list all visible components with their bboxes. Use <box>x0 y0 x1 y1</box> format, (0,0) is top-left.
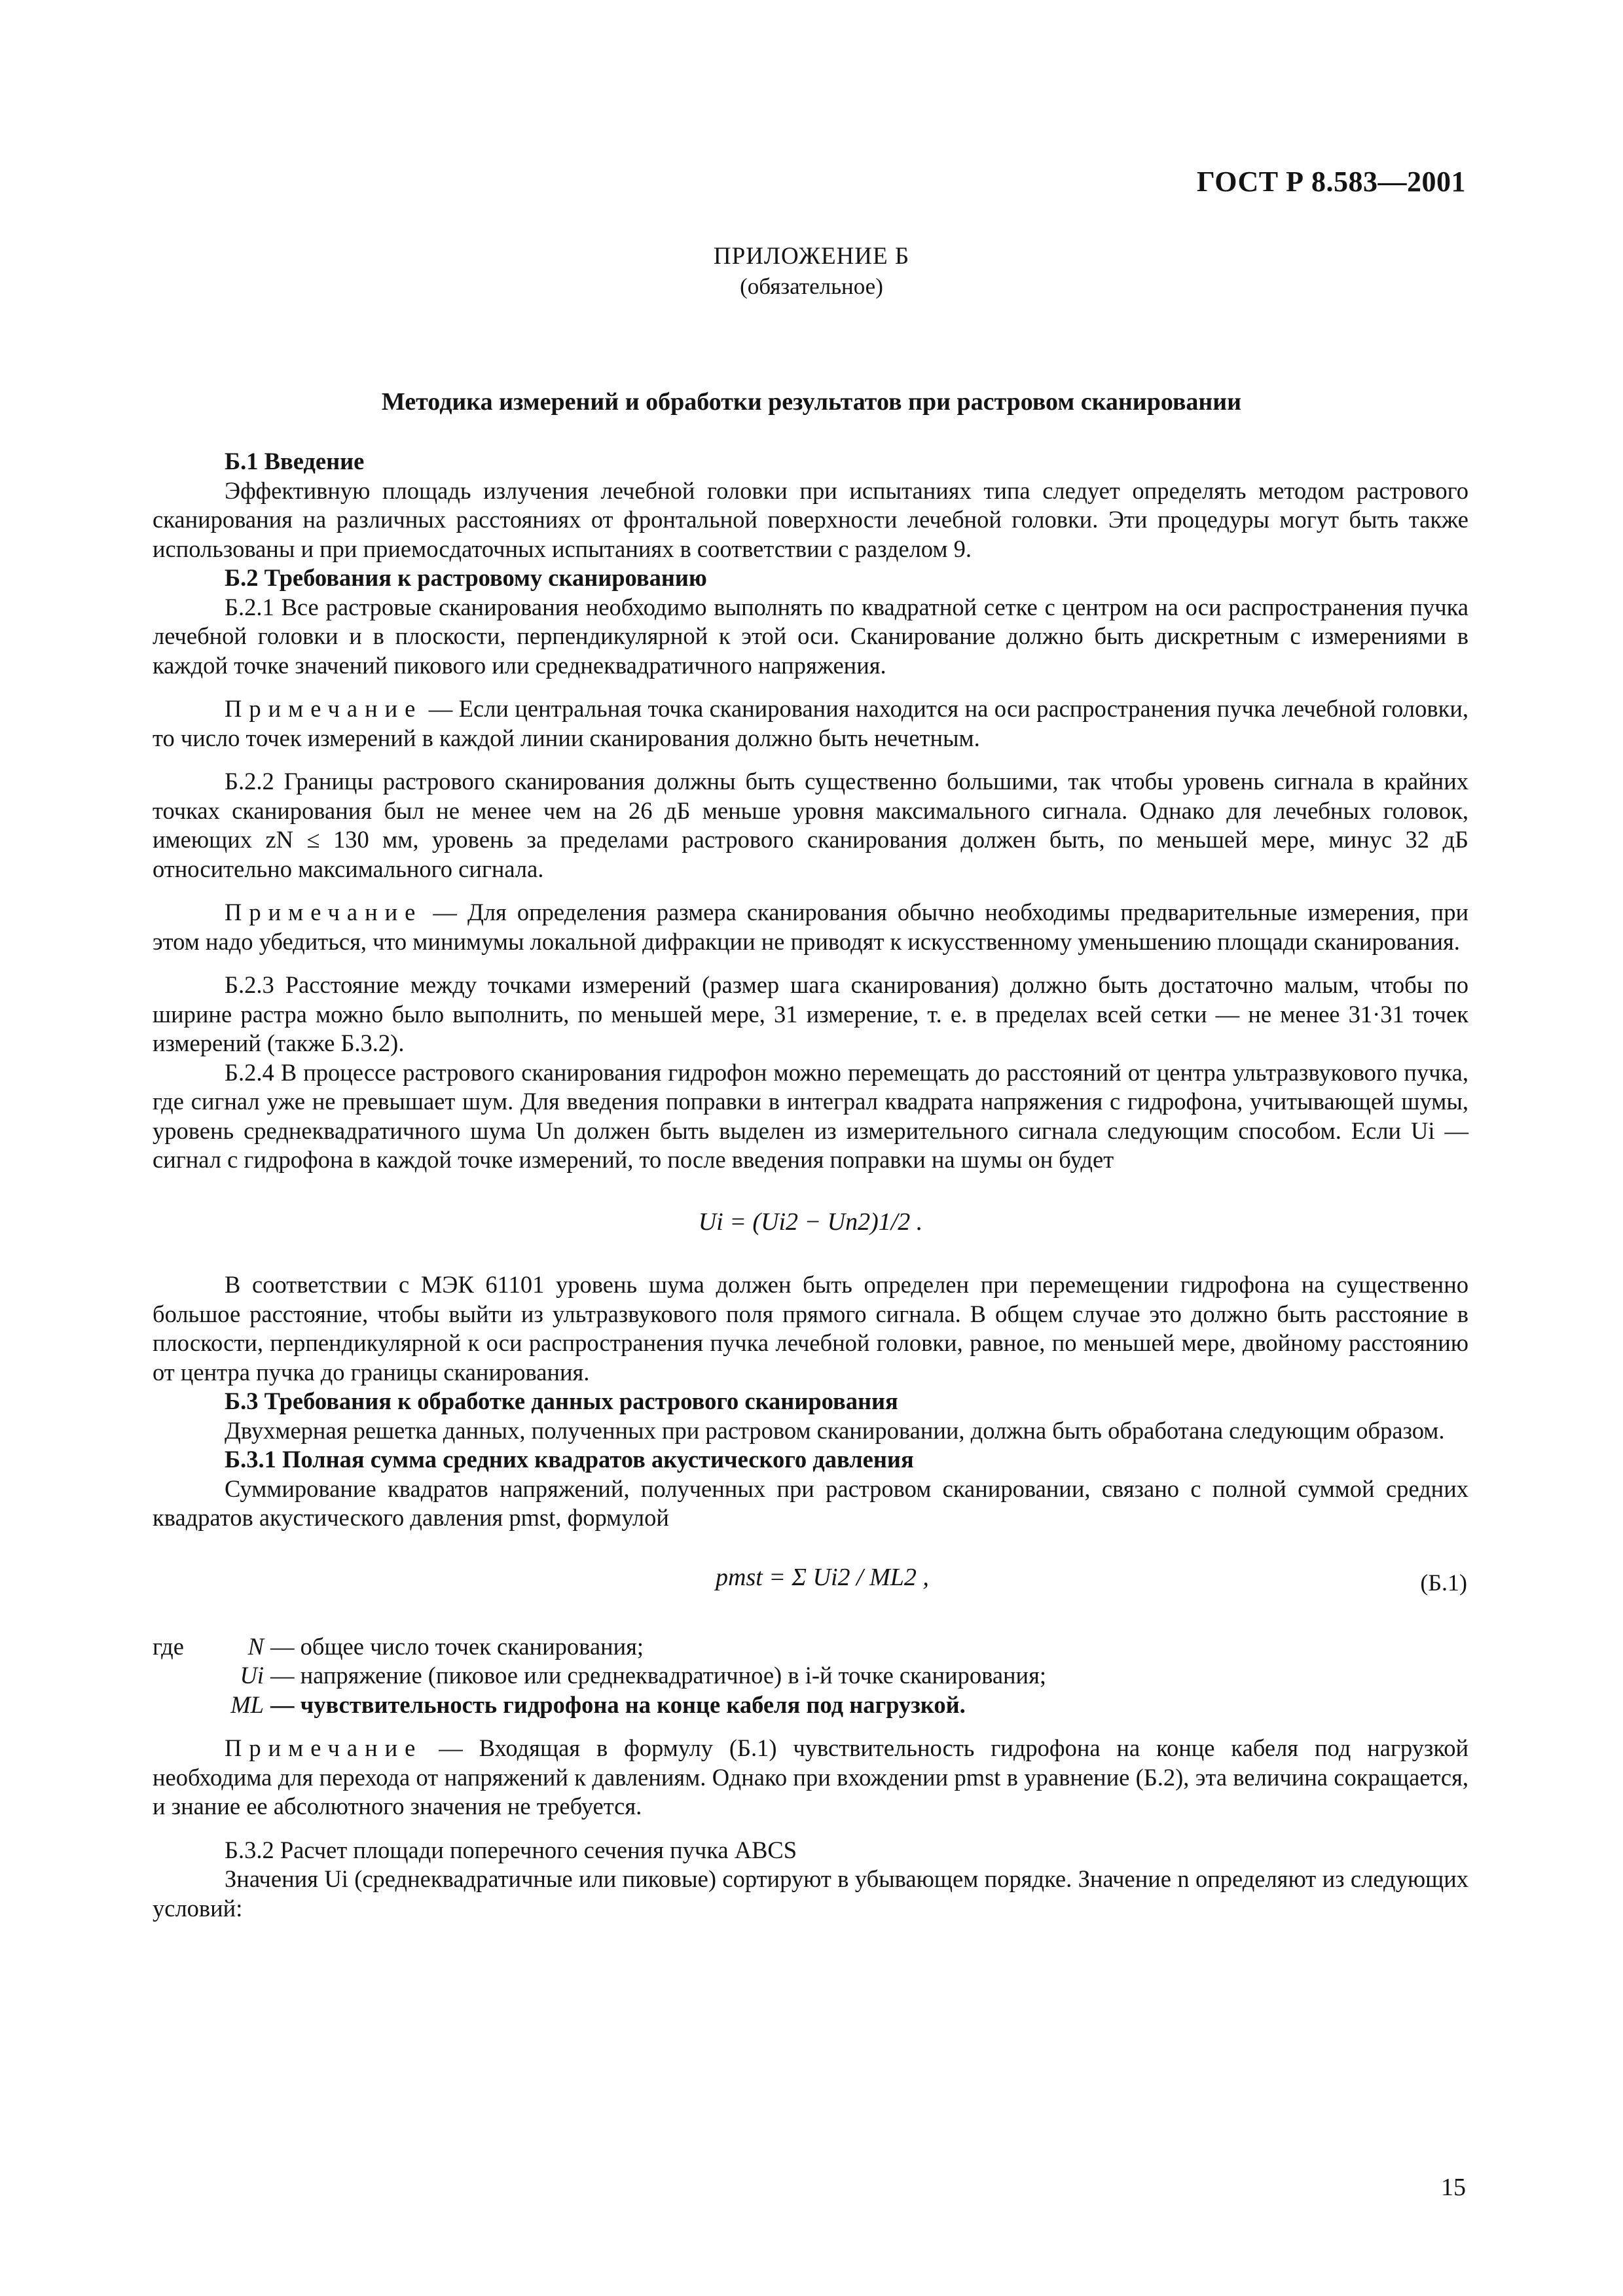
standard-designation: ГОСТ Р 8.583—2001 <box>1196 166 1466 198</box>
paragraph-b31: Суммирование квадратов напряжений, полученных при растровом сканировании, связано с полной суммой средних квадратов акустического давления pmst, формулой <box>153 1475 1468 1531</box>
legend-text: — напряжение (пиковое или среднеквадратичное) в i-й точке сканирования; <box>270 1662 1047 1689</box>
legend-row <box>153 1632 1468 1662</box>
heading-b31: Б.3.1 Полная сумма средних квадратов акустического давления <box>225 1446 914 1473</box>
note-2-text: — Для определения размера сканирования обычно необходимы предварительные измерения, при этом надо убедиться, что минимумы локальной дифракции не приводят к искусственному уменьшению площади сканирования. <box>153 899 1468 955</box>
paragraph-b24: Б.2.4 В процессе растрового сканирования гидрофон можно перемещать до расстояний от центра ультразвукового пучка, где сигнал уже не превышает шум. Для введения поправки в интеграл квадрата напряжения с гидрофона, учитывающей шумы, уровень среднеквадратичного шума Un должен быть выделен из измерительного сигнала следующим способом. Если Ui — сигнал с гидрофона в каждой точке измерений, то после введения поправки на шумы он будет <box>153 1058 1468 1173</box>
page-number: 15 <box>1441 2174 1466 2201</box>
document-body <box>153 447 1468 1923</box>
legend-text: — общее число точек сканирования; <box>270 1632 644 1660</box>
paragraph-b22: Б.2.2 Границы растрового сканирования должны быть существенно большими, так чтобы уровень сигнала в крайних точках сканирования был не менее чем на 26 дБ меньше уровня максимального сигнала. Однако для лечебных головок, имеющих zN ≤ 130 мм, уровень за пределами растрового сканирования должен быть, по меньшей мере, минус 32 дБ относительно максимального сигнала. <box>153 768 1468 882</box>
heading-b2: Б.2 Требования к растровому сканированию <box>225 564 707 591</box>
note-1-text: — Если центральная точка сканирования находится на оси распространения пучка лечебной головки, то число точек измерений в каждой линии сканирования должно быть нечетным. <box>153 695 1469 751</box>
paragraph-b24-continued: В соответствии с МЭК 61101 уровень шума должен быть определен при перемещении гидрофона на существенно большое расстояние, чтобы выйти из ультразвукового поля прямого сигнала. В общем случае это должно быть расстояние в плоскости, перпендикулярной к оси распространения пучка лечебной головки, равное, по меньшей мере, двойному расстоянию от центра пучка до границы сканирования. <box>153 1271 1468 1386</box>
legend-text: — чувствительность гидрофона на конце кабеля под нагрузкой. <box>270 1691 966 1718</box>
legend-symbol: Ui <box>240 1662 264 1689</box>
paragraph-b23: Б.2.3 Расстояние между точками измерений (размер шага сканирования) должно быть достаточно малым, чтобы по ширине растра можно было выполнить, по меньшей мере, 31 измерение, т. е. в пределах всей сетки — не менее 31·31 точек измерений (также Б.3.2). <box>153 971 1468 1056</box>
appendix-label: ПРИЛОЖЕНИЕ Б <box>713 243 910 270</box>
legend-row <box>153 1661 1468 1691</box>
section-title: Методика измерений и обработки результатов при растровом сканировании <box>381 388 1242 416</box>
paragraph-b3: Двухмерная решетка данных, полученных при растровом сканировании, должна быть обработана следующим образом. <box>225 1416 1445 1444</box>
note-label: Примечание <box>225 695 423 722</box>
heading-b3: Б.3 Требования к обработке данных растрового сканирования <box>225 1388 898 1414</box>
legend-symbol: ML <box>230 1691 264 1718</box>
paragraph-b1: Эффективную площадь излучения лечебной головки при испытаниях типа следует определять методом растрового сканирования на различных расстояниях от фронтальной поверхности лечебной головки. Эти процедуры могут быть также использованы и при приемосдаточных испытаниях в соответствии с разделом 9. <box>153 476 1468 562</box>
legend-row <box>153 1691 1468 1720</box>
note-3-text: — Входящая в формулу (Б.1) чувствительность гидрофона на конце кабеля под нагрузкой необходима для перехода от напряжений к давлениям. Однако при вхождении pmst в уравнение (Б.2), эта величина сокращается, и знание ее абсолютного значения не требуется. <box>153 1734 1469 1820</box>
noise-correction-formula: Ui = (Ui2 − Un2)1/2 . <box>698 1208 923 1236</box>
paragraph-b21: Б.2.1 Все растровые сканирования необходимо выполнять по квадратной сетке с центром на оси распространения пучка лечебной головки и в плоскости, перпендикулярной к этой оси. Сканирование должно быть дискретным с измерениями в каждой точке значений пикового или среднеквадратичного напряжения. <box>153 593 1468 679</box>
heading-b1: Б.1 Введение <box>225 448 365 475</box>
equation-b1-expression: pmst = Σ Ui2 / ML2 , <box>716 1563 929 1591</box>
note-label: Примечание <box>225 899 423 925</box>
note-1 <box>153 694 1468 753</box>
paragraph-b32: Значения Ui (среднеквадратичные или пиковые) сортируют в убывающем порядке. Значение n определяют из следующих условий: <box>153 1865 1468 1922</box>
equation-b1-number: (Б.1) <box>1420 1569 1467 1596</box>
equation-b1 <box>153 1542 1468 1621</box>
heading-b32: Б.3.2 Расчет площади поперечного сечения пучка ABCS <box>225 1836 797 1863</box>
variable-legend <box>153 1632 1468 1720</box>
note-2 <box>153 898 1468 956</box>
note-label: Примечание <box>225 1734 423 1761</box>
legend-symbol: N <box>247 1632 264 1660</box>
where-word: где <box>153 1632 184 1660</box>
appendix-status: (обязательное) <box>740 274 883 299</box>
note-3 <box>153 1734 1468 1821</box>
